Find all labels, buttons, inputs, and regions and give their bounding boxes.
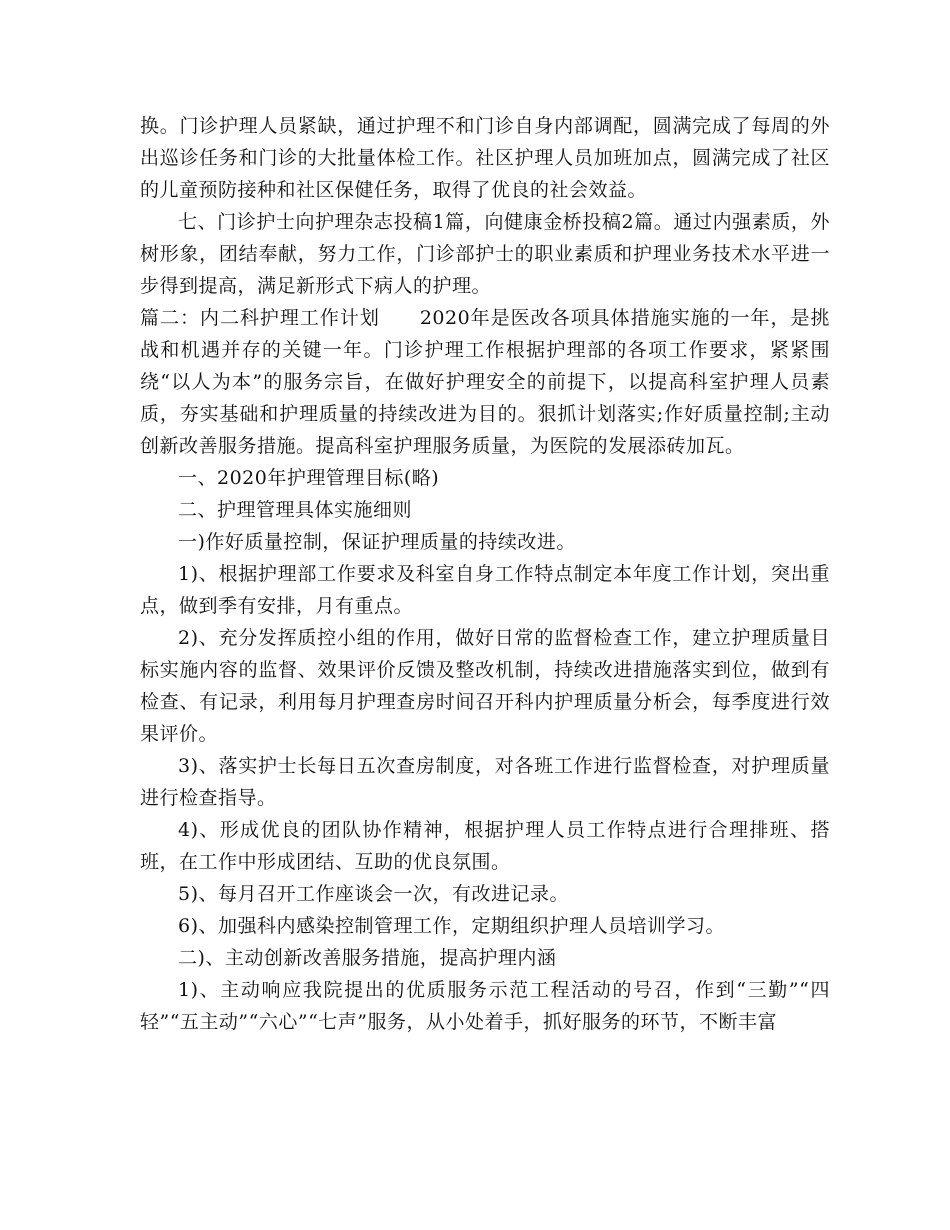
document-body	[140, 110, 830, 1038]
service-item-1: 1)、主动响应我院提出的优质服务示范工程活动的号召，作到“三勤”“四轻”“五主动”“六心”“七声”服务，从小处着手，抓好服务的环节，不断丰富	[140, 979, 830, 1033]
paragraph-continuation: 换。门诊护理人员紧缺，通过护理不和门诊自身内部调配，圆满完成了每周的外出巡诊任务和门诊的大批量体检工作。社区护理人员加班加点，圆满完成了社区的儿童预防接种和社区保健任务，取得了优良的社会效益。	[140, 115, 830, 201]
paragraph-part-two-intro: 篇二：内二科护理工作计划 2020年是医改各项具体措施实施的一年，是挑战和机遇并存的关键一年。门诊护理工作根据护理部的各项工作要求，紧紧围绕“以人为本”的服务宗旨，在做好护理安全的前提下，以提高科室护理人员素质，夯实基础和护理质量的持续改进为目的。狠抓计划落实;作好质量控制;主动创新改善服务措施。提高科室护理服务质量，为医院的发展添砖加瓦。	[140, 307, 830, 457]
list-item-1: 1)、根据护理部工作要求及科室自身工作特点制定本年度工作计划，突出重点，做到季有安排，月有重点。	[140, 563, 830, 617]
list-item-3: 3)、落实护士长每日五次查房制度，对各班工作进行监督检查，对护理质量进行检查指导。	[140, 755, 830, 809]
heading-management-goal: 一、2020年护理管理目标(略)	[178, 467, 440, 489]
paragraph-item-seven: 七、门诊护士向护理杂志投稿1篇，向健康金桥投稿2篇。通过内强素质，外树形象，团结奉献，努力工作，门诊部护士的职业素质和护理业务技术水平进一步得到提高，满足新形式下病人的护理。	[140, 211, 830, 297]
heading-implementation-rules: 二、护理管理具体实施细则	[178, 499, 413, 521]
heading-quality-control: 一)作好质量控制，保证护理质量的持续改进。	[178, 531, 576, 553]
list-item-5: 5)、每月召开工作座谈会一次，有改进记录。	[178, 883, 570, 905]
list-item-6: 6)、加强科内感染控制管理工作，定期组织护理人员培训学习。	[178, 915, 726, 937]
list-item-2: 2)、充分发挥质控小组的作用，做好日常的监督检查工作，建立护理质量目标实施内容的监督、效果评价反馈及整改机制，持续改进措施落实到位，做到有检查、有记录，利用每月护理查房时间召开科内护理质量分析会，每季度进行效果评价。	[140, 627, 830, 745]
heading-service-innovation: 二)、主动创新改善服务措施，提高护理内涵	[178, 947, 557, 969]
list-item-4: 4)、形成优良的团队协作精神，根据护理人员工作特点进行合理排班、搭班，在工作中形成团结、互助的优良氛围。	[140, 819, 830, 873]
